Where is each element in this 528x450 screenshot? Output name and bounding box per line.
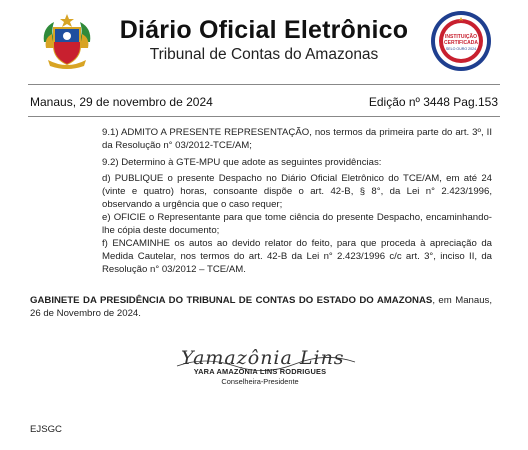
seal-text-line-2: CERTIFICADA [444,40,478,46]
closing-office: GABINETE DA PRESIDÊNCIA DO TRIBUNAL DE CONTAS DO ESTADO DO AMAZONAS [30,295,433,306]
header-rule-bottom [28,116,500,117]
seal-text-line-3: SELO OURO 2024 [445,47,477,51]
edition-page: Edição nº 3448 Pag.153 [368,95,498,109]
paragraph-forward: f) ENCAMINHE os autos ao devido relator do feito, para que proceda à apreciação da Medida Cautelar, nos termos do art. 42-B da Lei n° 2.423/1996 c/c art. 3°, inciso II, da Resolução n° 03/2012 – TCE/AM. [102,238,492,276]
location-date: Manaus, 29 de novembro de 2024 [30,95,213,109]
closing-place-date: , em Manaus, 26 de Novembro de 2024. [30,295,493,320]
publication-title: Diário Oficial Eletrônico [119,16,409,44]
signature-script: Yamazônia Lins [181,347,345,369]
header-rule-top [28,84,500,85]
publication-subtitle: Tribunal de Contas do Amazonas [149,46,379,63]
document-header [0,0,528,78]
paragraph-admission: 9.1) ADMITO A PRESENTE REPRESENTAÇÃO, nos termos da primeira parte do art. 3º, II da Resolução n° 03/2012-TCE/AM; [102,127,492,152]
signer-role: Conselheira-Presidente [221,377,299,386]
seal-text-line-1: INSTITUIÇÃO [445,34,477,40]
signer-name: YARA AMAZÔNIA LINS RODRIGUES [193,367,327,376]
paragraph-publish: d) PUBLIQUE o presente Despacho no Diário Oficial Eletrônico do TCE/AM, em até 24 (vinte e quatro) horas, consoante dispõe o art. 42-B, § 8°, da Lei n° 2.423/1996, observando a urgência que o caso requer; [102,173,492,211]
certification-seal-icon [430,10,492,72]
closing-statement [30,294,492,320]
footer-code: EJSGC [30,424,62,435]
paragraph-notify: e) OFICIE o Representante para que tome ciência do presente Despacho, encaminhando-lhe cópia deste documento; [102,212,492,237]
paragraph-determination: 9.2) Determino à GTE-MPU que adote as seguintes providências: [102,157,382,168]
